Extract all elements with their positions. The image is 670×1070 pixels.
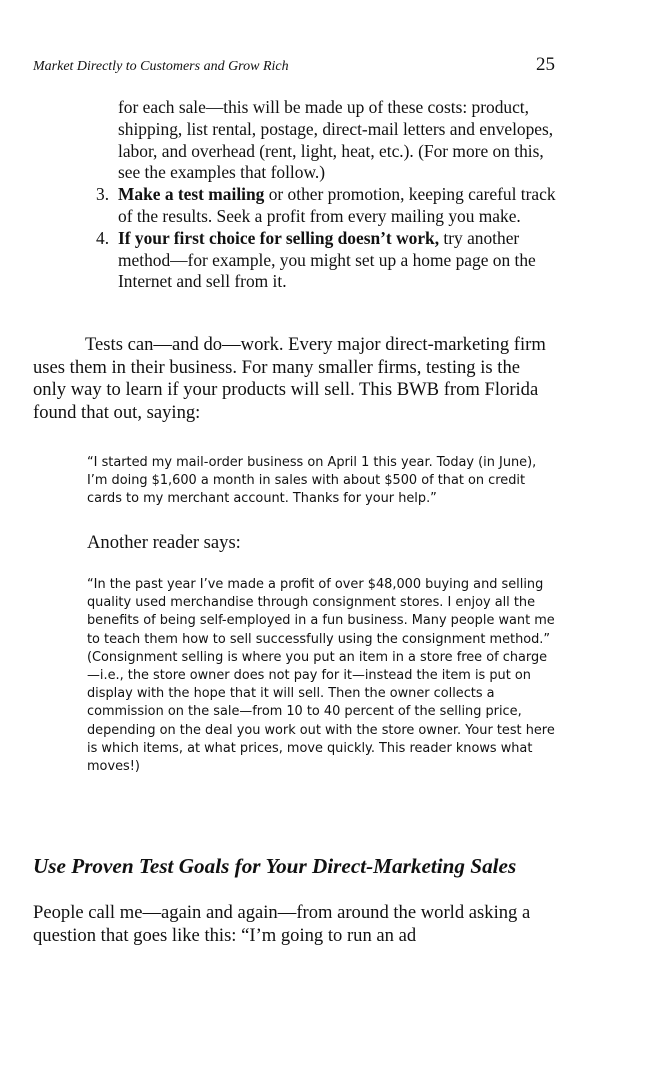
list-item-4	[96, 227, 560, 293]
list-item-3-text: or other promotion, keeping careful track of the results. Seek a profit from every mailing you make.	[118, 184, 556, 226]
list-item-4-number: 4.	[96, 227, 110, 248]
list-item-4-text: try another method—for example, you might set up a home page on the Internet and sell from it.	[118, 227, 536, 292]
list-item-continuation-text: for each sale—this will be made up of these costs: product, shipping, list rental, postage, direct-mail letters and envelopes, labor, and overhead (rent, light, heat, etc.). (For more on this, see the examples that follow.)	[118, 97, 554, 183]
body-paragraph-tests: Tests can—and do—work. Every major direct-marketing firm uses them in their business. For many smaller firms, testing is the only way to learn if your products will sell. This BWB from Florida found that out, saying:	[33, 334, 546, 423]
body-paragraph-people-call: People call me—again and again—from around the world asking a question that goes like this: “I’m going to run an ad	[33, 902, 531, 946]
reader-quote-2: “In the past year I’ve made a profit of over $48,000 buying and selling quality used merchandise through consignment stores. I enjoy all the benefits of being self-employed in a fun business. Many people want me to teach them how to sell successfully using the consignment method.” (Consignment selling is where you put an item in a store free of charge—i.e., the store owner does not pay for it—instead the item is put on display with the hope that it will sell. Then the owner collects a commission on the sale—from 10 to 40 percent of the selling price, depending on the deal you work out with the store owner. Your test here is which items, at what prices, move quickly. This reader knows what moves!)	[87, 577, 555, 775]
numbered-list	[80, 97, 560, 293]
section-heading: Use Proven Test Goals for Your Direct-Marketing Sales	[33, 854, 517, 878]
list-item-continuation	[118, 97, 560, 184]
running-head: Market Directly to Customers and Grow Rich	[33, 59, 289, 74]
lead-in-text: Another reader says:	[87, 532, 241, 553]
list-item-3-bold: Make a test mailing	[118, 184, 265, 205]
list-item-3	[96, 184, 560, 228]
list-item-4-bold: If your first choice for selling doesn’t work,	[118, 227, 440, 248]
page-number: 25	[536, 54, 555, 75]
list-item-3-number: 3.	[96, 184, 110, 205]
page-header	[33, 54, 555, 76]
reader-quote-1: “I started my mail-order business on April 1 this year. Today (in June), I’m doing $1,600 a month in sales with about $500 of that on credit cards to my merchant account. Thanks for your help.”	[87, 455, 537, 507]
